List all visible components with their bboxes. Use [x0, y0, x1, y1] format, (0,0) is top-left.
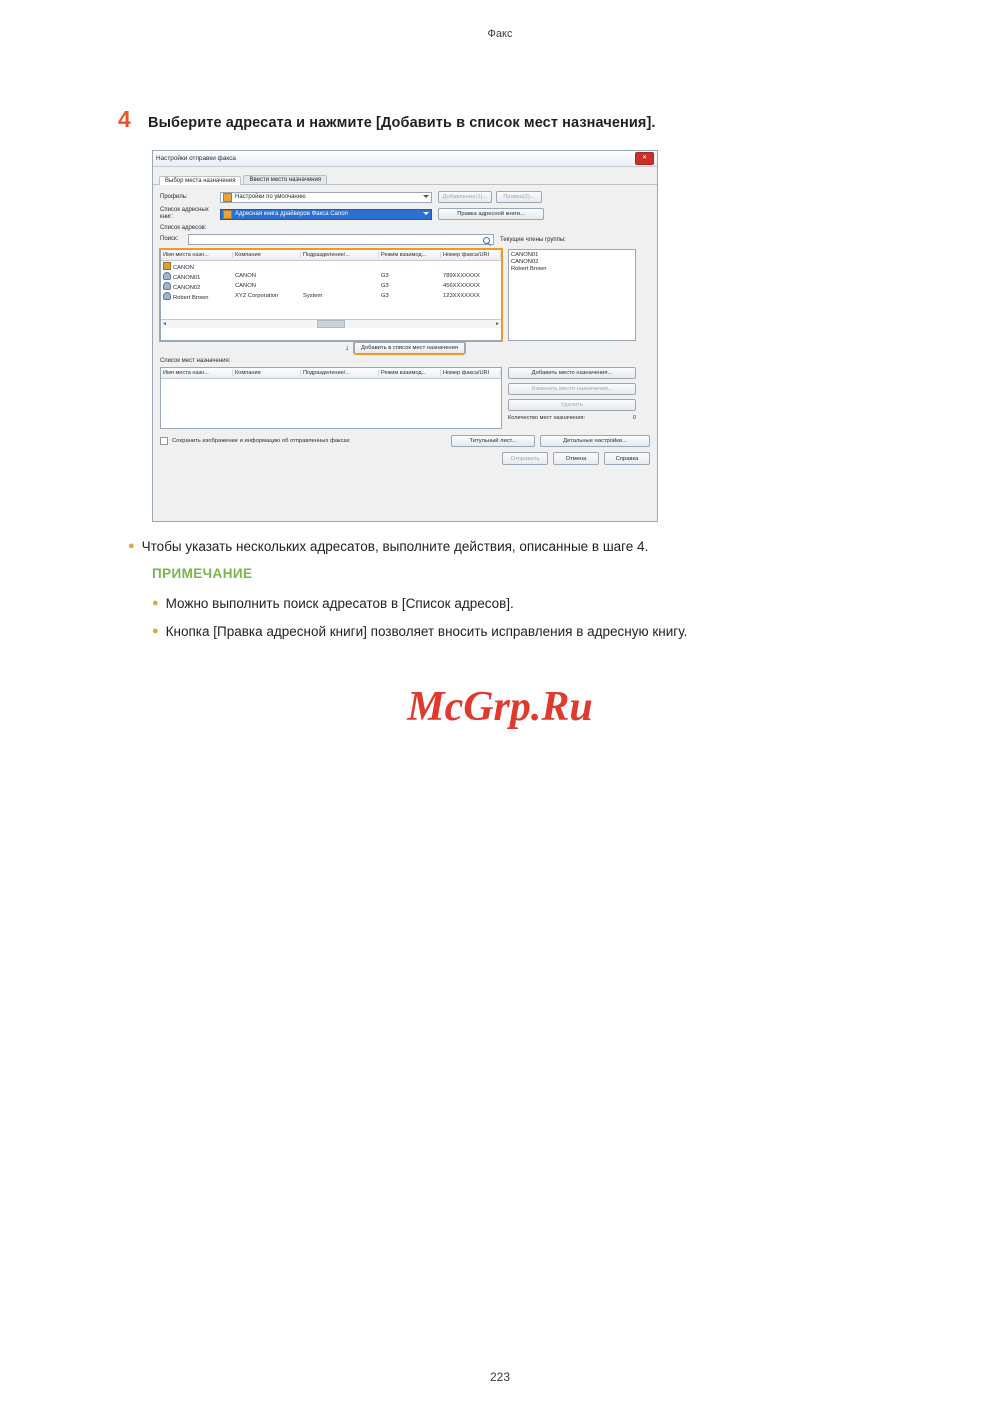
table-row[interactable]	[161, 281, 501, 291]
book-icon	[163, 262, 171, 270]
list-item: Robert Brown	[511, 266, 547, 272]
address-book-row	[160, 207, 650, 221]
cancel-button[interactable]: Отмена	[553, 452, 599, 465]
col-unit: Подразделение/...	[301, 252, 379, 258]
cell-name: CANON02	[173, 284, 201, 291]
profile-edit-button[interactable]: Правка(2)...	[496, 191, 542, 203]
table-row[interactable]	[161, 271, 501, 281]
cell-fax: 123XXXXXXX	[443, 293, 480, 299]
col-mode: Режим взаимод...	[379, 252, 441, 258]
cell-mode: G3	[381, 283, 389, 289]
bullet-icon: ●	[152, 597, 159, 609]
list-item: CANON01	[511, 252, 539, 258]
step-heading	[118, 106, 918, 133]
save-options-row	[160, 435, 650, 447]
edit-address-book-button[interactable]: Правка адресной книги...	[438, 208, 544, 220]
destinations-table[interactable]	[160, 367, 502, 429]
cover-sheet-button[interactable]: Титульный лист...	[451, 435, 535, 447]
col-fax: Номер факса/URI	[441, 252, 501, 258]
cell-company: CANON	[235, 273, 256, 279]
profile-select[interactable]	[220, 192, 432, 203]
save-image-checkbox[interactable]	[160, 437, 451, 445]
edit-destination-button[interactable]: Изменить место назначения...	[508, 383, 636, 395]
address-list-label: Список адресов:	[160, 225, 207, 231]
dialog-title: Настройки отправки факса	[156, 155, 236, 162]
profile-row	[160, 191, 650, 203]
col-mode: Режим взаимод...	[379, 370, 441, 376]
delete-destination-button[interactable]: Удалить	[508, 399, 636, 411]
dialog-titlebar	[153, 151, 657, 167]
address-book-label: Список адресных книг:	[160, 207, 209, 220]
tab-enter-destination[interactable]: Ввести место назначения	[243, 175, 327, 184]
destinations-table-header	[161, 368, 501, 379]
cell-company: XYZ Corporation	[235, 293, 279, 299]
watermark: McGrp.Ru	[407, 684, 593, 730]
add-to-destination-list-button[interactable]: Добавить в список мест назначения	[354, 342, 465, 354]
page-number: 223	[489, 1370, 511, 1384]
scroll-thumb[interactable]	[317, 320, 345, 328]
col-unit: Подразделение/...	[301, 370, 379, 376]
dialog-footer-buttons	[160, 452, 650, 465]
group-members-label: Текущие члены группы:	[500, 236, 566, 243]
add-destination-button[interactable]: Добавить место назначения...	[508, 367, 636, 379]
note-item-text: Кнопка [Правка адресной книги] позволяет вносить исправления в адресную книгу.	[165, 624, 688, 639]
address-book-select[interactable]	[220, 209, 432, 220]
col-name: Имя места назн...	[161, 252, 233, 258]
note-lead-text: Чтобы указать нескольких адресатов, выполните действия, описанные в шаге 4.	[141, 539, 649, 554]
list-item: CANON02	[511, 259, 539, 265]
arrow-down-icon: ↓	[344, 343, 349, 352]
horizontal-scrollbar[interactable]	[161, 319, 501, 328]
bullet-icon: ●	[128, 540, 135, 552]
cell-mode: G3	[381, 293, 389, 299]
address-book-value: Адресная книга драйверов Факса Canon	[235, 211, 348, 217]
destinations-area	[160, 367, 650, 429]
profile-icon	[223, 193, 232, 202]
address-book-icon	[223, 210, 232, 219]
user-icon	[163, 282, 171, 290]
step-text: Выберите адресата и нажмите [Добавить в список мест назначения].	[148, 115, 656, 131]
profile-label: Профиль:	[160, 193, 188, 200]
fax-settings-dialog-screenshot	[152, 150, 658, 522]
col-company: Компания	[233, 370, 301, 376]
cell-company: CANON	[235, 283, 256, 289]
destination-count-label: Количество мест назначения:	[508, 415, 586, 421]
checkbox-icon[interactable]	[160, 437, 168, 445]
search-row	[160, 234, 650, 245]
bullet-icon: ●	[152, 625, 159, 637]
col-fax: Номер факса/URI	[441, 370, 501, 376]
cell-name: Robert Brown	[173, 294, 209, 301]
note-heading: ПРИМЕЧАНИЕ	[152, 566, 253, 581]
cell-fax: 456XXXXXXX	[443, 283, 480, 289]
chevron-down-icon	[423, 195, 429, 198]
step-number: 4	[118, 106, 131, 132]
user-icon	[163, 272, 171, 280]
cell-name: CANON01	[173, 274, 201, 281]
chevron-down-icon	[423, 212, 429, 215]
dialog-tabs	[153, 171, 657, 185]
lists-area	[160, 249, 650, 341]
add-destination-row	[160, 342, 650, 354]
destination-count-value: 0	[632, 415, 636, 421]
detailed-settings-button[interactable]: Детальные настройки...	[540, 435, 650, 447]
note-lead-bullet	[128, 538, 928, 555]
note-item	[152, 595, 932, 612]
send-button[interactable]: Отправить	[502, 452, 548, 465]
table-row[interactable]	[161, 291, 501, 301]
tab-select-destination[interactable]: Выбор места назначения	[159, 176, 241, 185]
cell-mode: G3	[381, 273, 389, 279]
search-icon	[483, 237, 490, 244]
dialog-body	[153, 185, 657, 520]
destination-side-buttons	[508, 367, 636, 429]
search-label: Поиск:	[160, 236, 179, 242]
save-image-label: Сохранить изображение и информацию об отправленных факсах	[172, 438, 350, 444]
cell-unit: System	[303, 293, 323, 299]
user-icon	[163, 292, 171, 300]
group-members-list[interactable]	[508, 249, 636, 341]
close-icon[interactable]: ✕	[635, 152, 654, 165]
destinations-label: Список мест назначения:	[160, 358, 231, 364]
address-table-header	[161, 250, 501, 261]
scroll-left-arrow[interactable]: ◄	[162, 321, 167, 327]
cell-fax: 789XXXXXXX	[443, 273, 480, 279]
search-input[interactable]	[188, 234, 494, 245]
address-table[interactable]	[160, 249, 502, 341]
col-company: Компания	[233, 252, 301, 258]
note-item-text: Можно выполнить поиск адресатов в [Список адресов].	[165, 596, 514, 611]
table-row[interactable]	[161, 261, 501, 271]
col-name: Имя места назн...	[161, 370, 233, 376]
scroll-right-arrow[interactable]: ►	[495, 321, 500, 327]
note-item	[152, 623, 932, 640]
cell-name: CANON	[173, 264, 194, 271]
help-button[interactable]: Справка	[604, 452, 650, 465]
page-header: Факс	[487, 28, 513, 40]
profile-value: Настройки по умолчанию	[235, 194, 306, 200]
profile-add-button[interactable]: Добавление(1)...	[438, 191, 492, 203]
